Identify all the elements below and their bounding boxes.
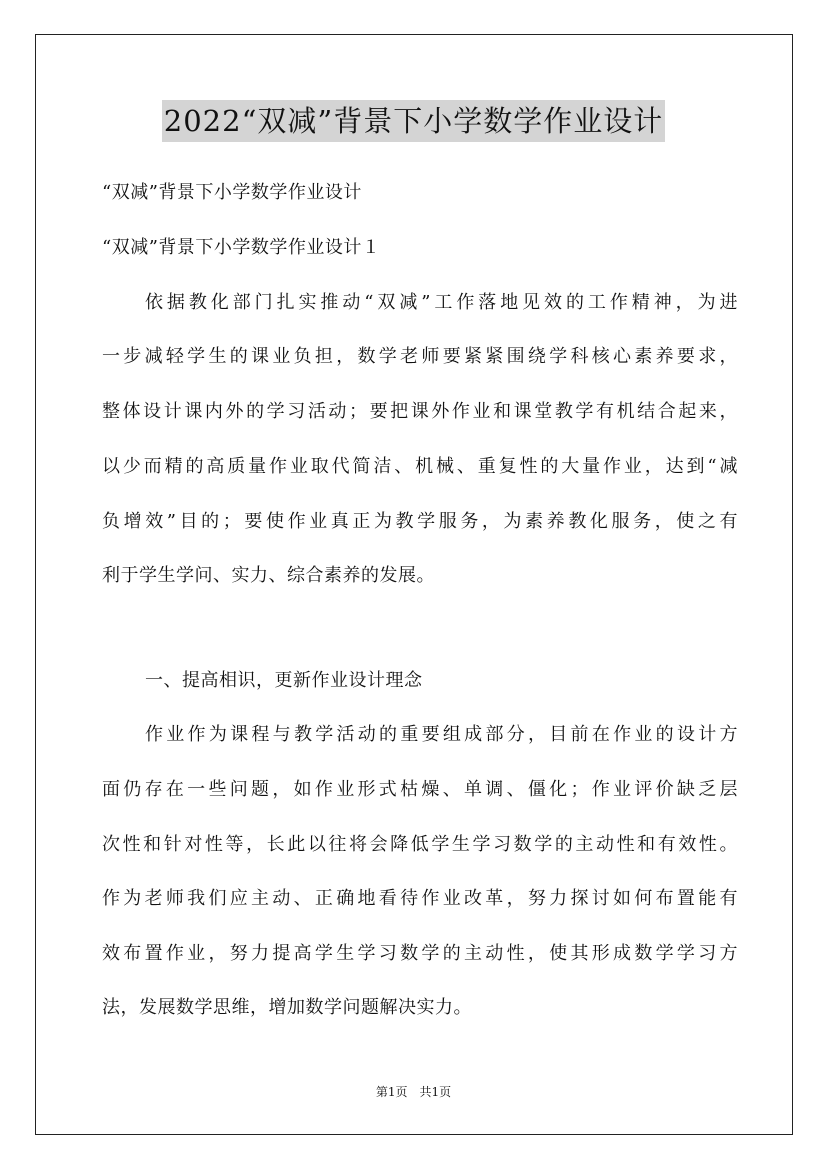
subheading: “双减”背景下小学数学作业设计 [102, 182, 362, 203]
paragraph-line: 利于学生学问、实力、综合素养的发展。 [102, 565, 435, 586]
paragraph-line: 负增效”目的；要使作业真正为教学服务，为素养教化服务，使之有 [102, 511, 738, 532]
paragraph-line: 整体设计课内外的学习活动；要把课外作业和课堂教学有机结合起来， [102, 401, 738, 422]
title-container [0, 100, 827, 142]
page-footer: 第1页 共1页 [375, 1085, 452, 1099]
paragraph-line: 一步减轻学生的课业负担，数学老师要紧紧围绕学科核心素养要求， [102, 346, 738, 367]
paragraph-line: 次性和针对性等，长此以往将会降低学生学习数学的主动性和有效性。 [102, 834, 738, 855]
paragraph-line: 以少而精的高质量作业取代简洁、机械、重复性的大量作业，达到“减 [102, 456, 738, 477]
section-heading: 一、提高相识，更新作业设计理念 [145, 670, 423, 691]
paragraph-line: 面仍存在一些问题，如作业形式枯燥、单调、僵化；作业评价缺乏层 [102, 779, 738, 800]
paragraph-line: 作业作为课程与教学活动的重要组成部分，目前在作业的设计方 [145, 724, 738, 745]
document-title: 2022“双减”背景下小学数学作业设计 [162, 100, 665, 142]
paragraph-line: 作为老师我们应主动、正确地看待作业改革，努力探讨如何布置能有 [102, 888, 738, 909]
paragraph-line: 法，发展数学思维，增加数学问题解决实力。 [102, 997, 472, 1018]
section-title: “双减”背景下小学数学作业设计１ [102, 237, 381, 258]
paragraph-line: 效布置作业，努力提高学生学习数学的主动性，使其形成数学学习方 [102, 943, 738, 964]
paragraph-line: 依据教化部门扎实推动“双减”工作落地见效的工作精神，为进 [145, 292, 738, 313]
